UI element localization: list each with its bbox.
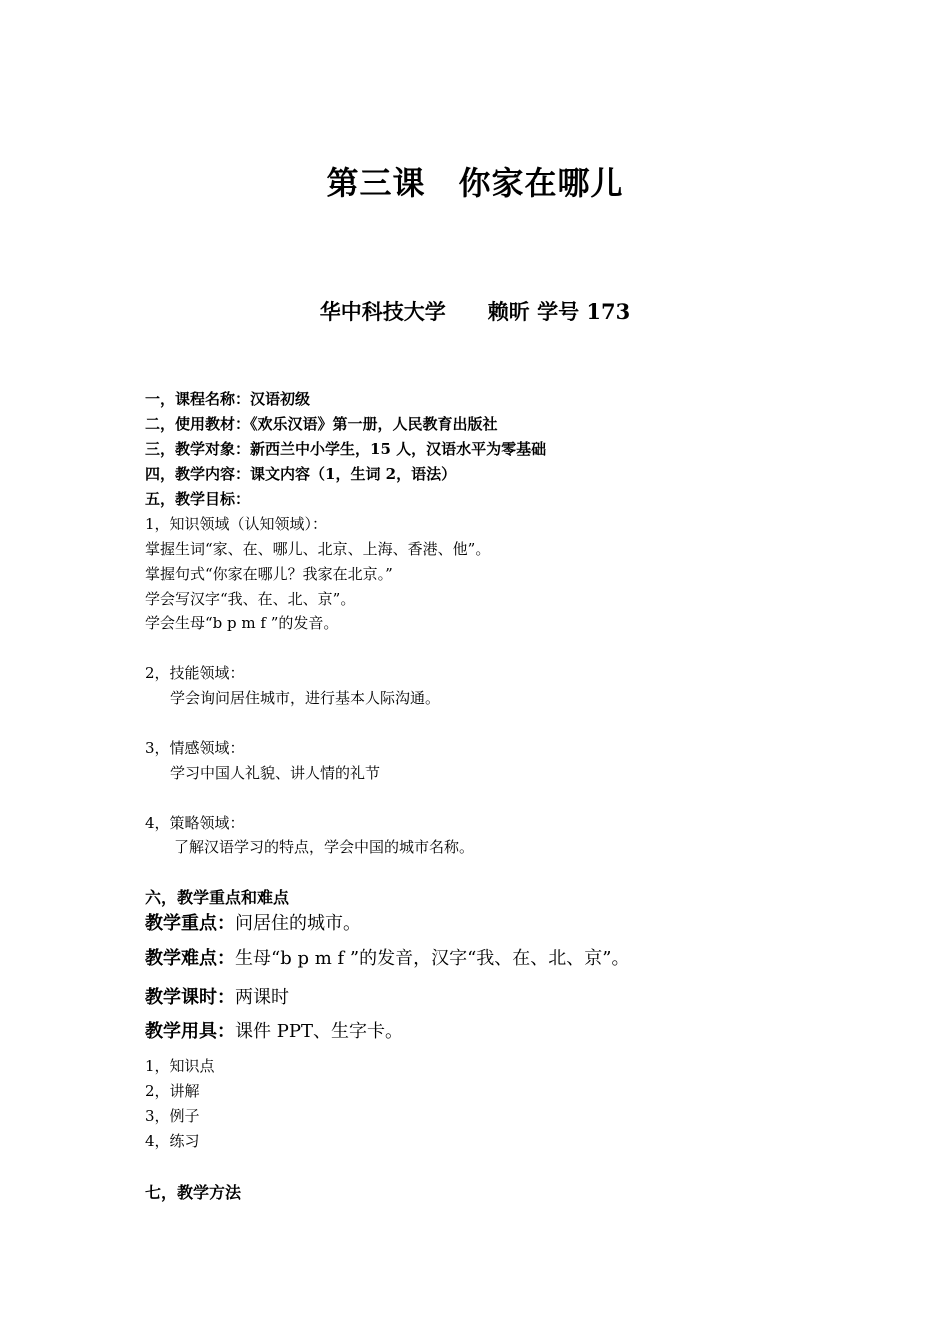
- section7-heading: 七，教学方法: [145, 1183, 242, 1202]
- row-value: 问居住的城市。: [235, 913, 361, 934]
- row-label: 教学重点：: [145, 913, 235, 934]
- class-hours-row: [145, 983, 289, 1009]
- goal1-item: 掌握句式“你家在哪儿？我家在北京。”: [145, 565, 393, 583]
- info-goals-heading: 五，教学目标：: [145, 490, 251, 508]
- step-item: 1，知识点: [145, 1057, 215, 1075]
- author-line: 华中科技大学 赖昕 学号 173: [319, 299, 631, 324]
- section6-heading: 六，教学重点和难点: [145, 888, 290, 907]
- page-title: 第三课 你家在哪儿: [326, 164, 624, 202]
- info-audience: 三，教学对象：新西兰中小学生，15 人，汉语水平为零基础: [145, 440, 547, 458]
- goal4-body: 了解汉语学习的特点，学会中国的城市名称。: [174, 838, 475, 856]
- teaching-tools-row: [145, 1017, 403, 1043]
- difficulty-row: [145, 944, 629, 970]
- row-label: 教学难点：: [145, 948, 235, 969]
- row-value: 两课时: [235, 987, 289, 1008]
- goal2-body: 学会询问居住城市，进行基本人际沟通。: [170, 689, 441, 707]
- info-course-name: 一，课程名称：汉语初级: [145, 390, 311, 408]
- goal4-heading: 4，策略领域：: [145, 814, 245, 832]
- step-item: 4，练习: [145, 1132, 200, 1150]
- row-value: 生母“b p m f ”的发音，汉字“我、在、北、京”。: [235, 948, 630, 969]
- goal1-heading: 1，知识领域（认知领域）：: [145, 515, 328, 533]
- key-point-row: [145, 909, 361, 935]
- row-label: 教学用具：: [145, 1021, 235, 1042]
- goal2-heading: 2，技能领域：: [145, 664, 245, 682]
- goal1-item: 学会写汉字“我、在、北、京”。: [145, 590, 356, 608]
- info-textbook: 二，使用教材：《欢乐汉语》第一册，人民教育出版社: [145, 415, 498, 433]
- step-item: 2，讲解: [145, 1082, 200, 1100]
- step-item: 3，例子: [145, 1107, 200, 1125]
- goal3-heading: 3，情感领域：: [145, 739, 245, 757]
- row-label: 教学课时：: [145, 987, 235, 1008]
- goal1-item: 掌握生词“家、在、哪儿、北京、上海、香港、他”。: [145, 540, 491, 558]
- info-content: 四，教学内容：课文内容（1，生词 2，语法）: [145, 465, 457, 483]
- row-value: 课件 PPT、生字卡。: [235, 1021, 403, 1042]
- goal1-item: 学会生母“b p m f ”的发音。: [145, 614, 339, 632]
- goal3-body: 学习中国人礼貌、讲人情的礼节: [170, 764, 381, 782]
